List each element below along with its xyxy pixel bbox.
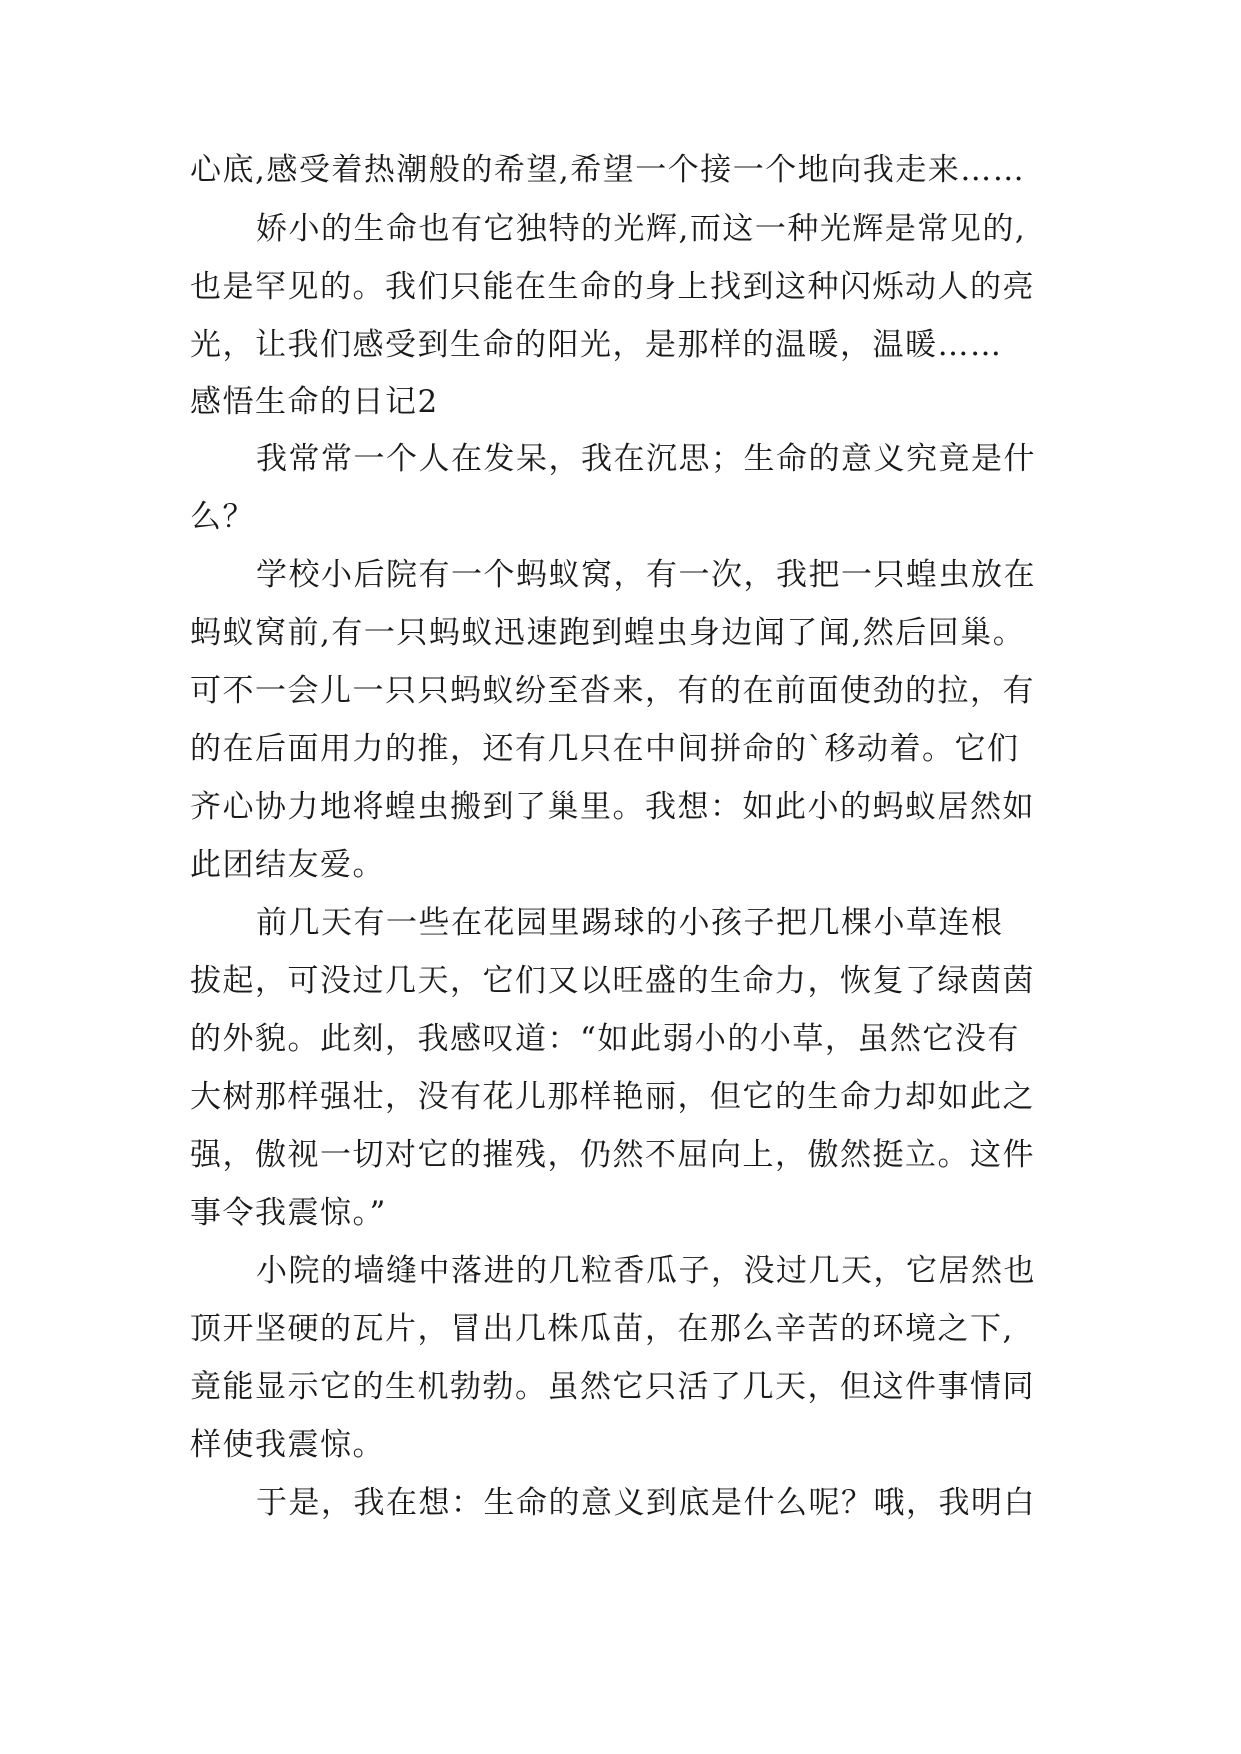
text-line: 事令我震惊。” <box>190 1195 387 1231</box>
text-line: 顶开坚硬的瓦片，冒出几株瓜苗，在那么辛苦的环境之下, <box>190 1311 1014 1347</box>
section-title: 感悟生命的日记2 <box>190 384 439 420</box>
paragraph-start-line: 小院的墙缝中落进的几粒香瓜子，没过几天，它居然也 <box>256 1253 1036 1289</box>
paragraph-start-line: 于是，我在想：生命的意义到底是什么呢？哦，我明白 <box>256 1485 1036 1521</box>
text-line: 大树那样强壮，没有花儿那样艳丽，但它的生命力却如此之 <box>190 1079 1035 1115</box>
text-line: 蚂蚁窝前,有一只蚂蚁迅速跑到蝗虫身边闻了闻,然后回巢。 <box>190 615 1026 651</box>
text-line: 竟能显示它的生机勃勃。虽然它只活了几天，但这件事情同 <box>190 1369 1035 1405</box>
paragraph-start-line: 我常常一个人在发呆，我在沉思；生命的意义究竟是什 <box>256 441 1036 477</box>
text-line: 拔起，可没过几天，它们又以旺盛的生命力，恢复了绿茵茵 <box>190 963 1035 999</box>
text-line: 么？ <box>190 499 255 535</box>
text-line: 齐心协力地将蝗虫搬到了巢里。我想：如此小的蚂蚁居然如 <box>190 789 1035 825</box>
text-line: 此团结友爱。 <box>190 847 385 883</box>
paragraph-start-line: 前几天有一些在花园里踢球的小孩子把几棵小草连根 <box>256 905 1004 941</box>
text-line: 可不一会儿一只只蚂蚁纷至沓来，有的在前面使劲的拉，有 <box>190 673 1035 709</box>
text-line: 样使我震惊。 <box>190 1427 385 1463</box>
text-line: 也是罕见的。我们只能在生命的身上找到这种闪烁动人的亮 <box>190 269 1035 305</box>
text-line: 的外貌。此刻，我感叹道：“如此弱小的小草，虽然它没有 <box>190 1021 1020 1057</box>
paragraph-start-line: 娇小的生命也有它独特的光辉,而这一种光辉是常见的, <box>256 211 1027 247</box>
text-line: 心底,感受着热潮般的希望,希望一个接一个地向我走来…… <box>190 152 1026 188</box>
text-line: 的在后面用力的推，还有几只在中间拼命的`移动着。它们 <box>190 731 1020 767</box>
text-line: 光，让我们感受到生命的阳光，是那样的温暖，温暖…… <box>190 327 1003 363</box>
paragraph-start-line: 学校小后院有一个蚂蚁窝，有一次，我把一只蝗虫放在 <box>256 557 1036 593</box>
text-line: 强，傲视一切对它的摧残，仍然不屈向上，傲然挺立。这件 <box>190 1137 1035 1173</box>
